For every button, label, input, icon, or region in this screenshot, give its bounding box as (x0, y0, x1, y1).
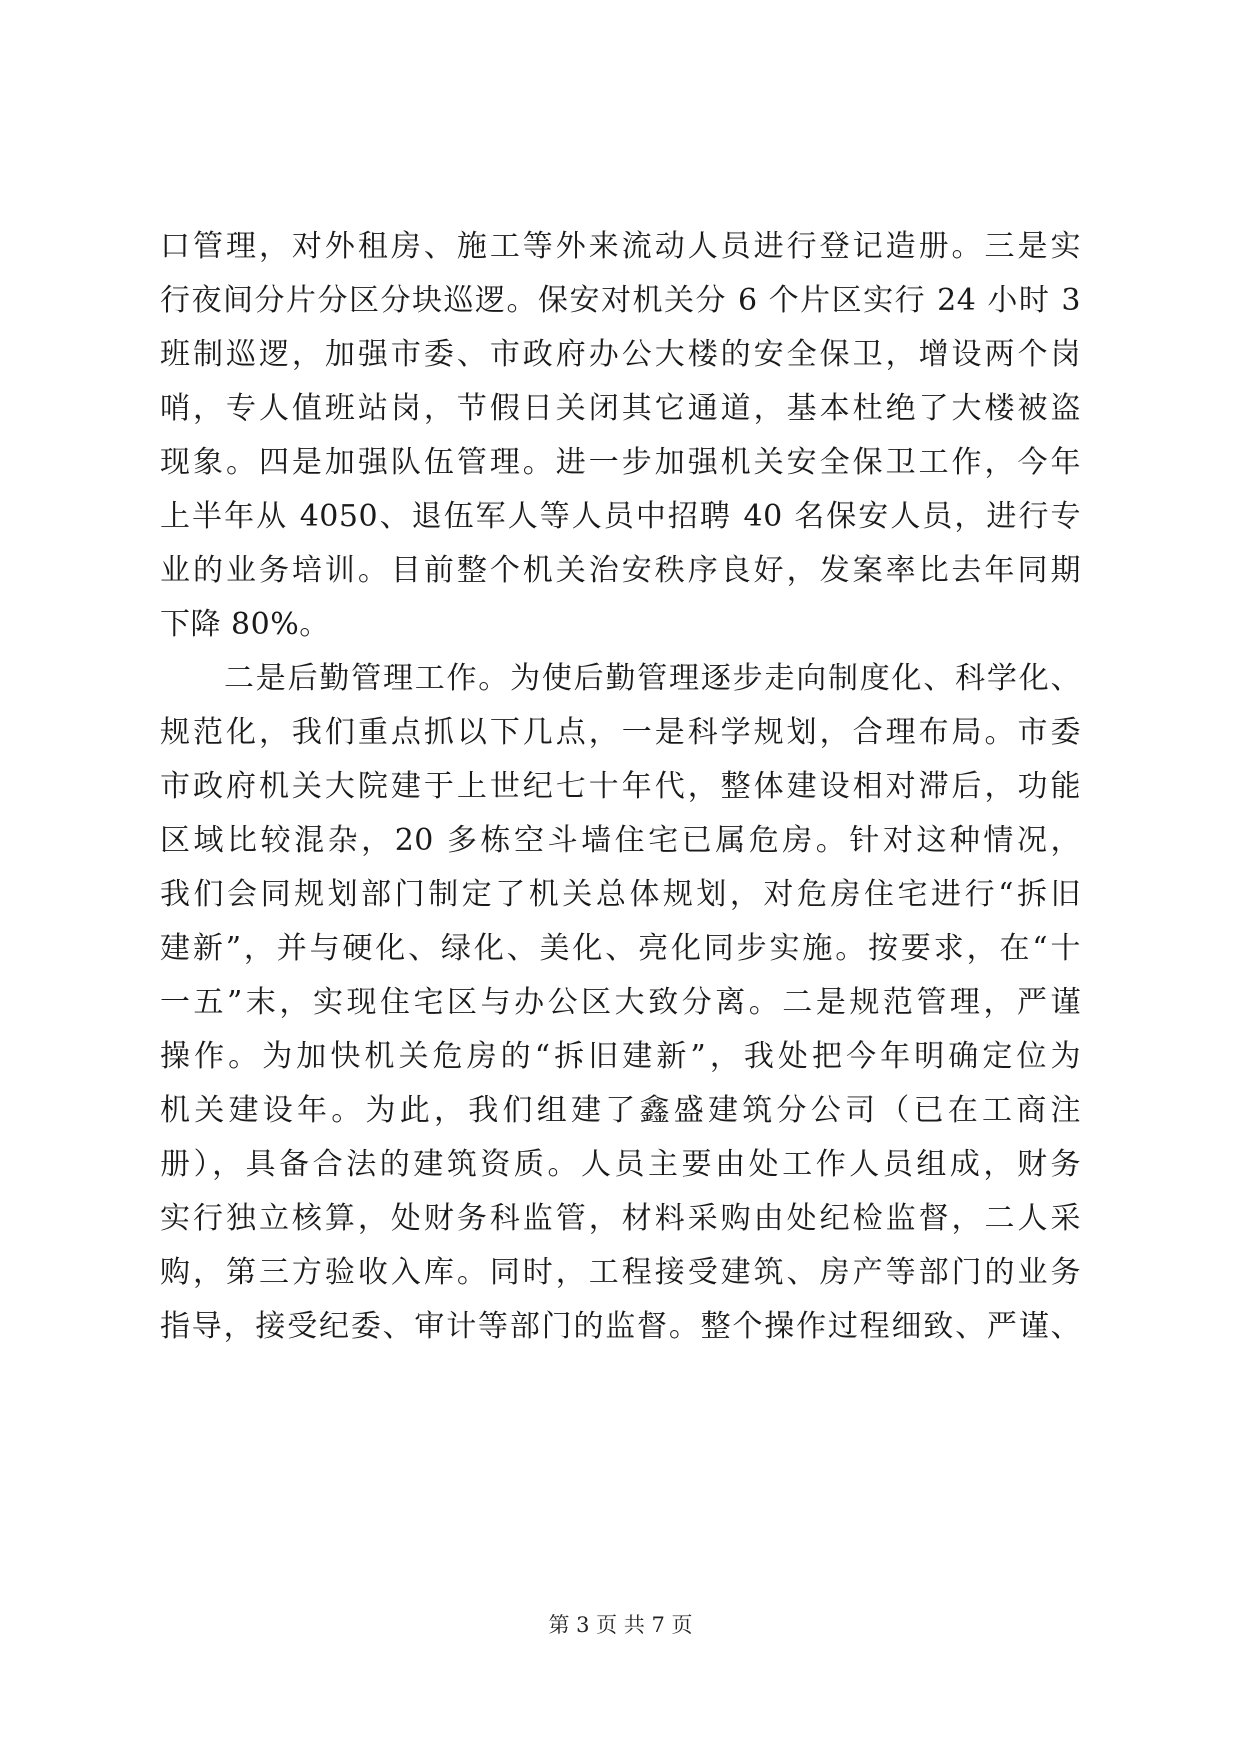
text-line: 市政府机关大院建于上世纪七十年代，整体建设相对滞后，功能 (160, 769, 1081, 804)
text-line: 下降 80%。 (160, 607, 330, 642)
text-line: 上半年从 4050、退伍军人等人员中招聘 40 名保安人员，进行专 (160, 499, 1081, 534)
text-line: 一五”末，实现住宅区与办公区大致分离。二是规范管理，严谨 (160, 985, 1081, 1020)
paragraph-first-line: 二是后勤管理工作。为使后勤管理逐步走向制度化、科学化、 (224, 661, 1081, 696)
text-line: 口管理，对外租房、施工等外来流动人员进行登记造册。三是实 (160, 229, 1081, 264)
text-line: 指导，接受纪委、审计等部门的监督。整个操作过程细致、严谨、 (160, 1309, 1081, 1344)
text-line: 购，第三方验收入库。同时，工程接受建筑、房产等部门的业务 (160, 1255, 1081, 1290)
text-line: 班制巡逻，加强市委、市政府办公大楼的安全保卫，增设两个岗 (160, 337, 1081, 372)
text-line: 实行独立核算，处财务科监管，材料采购由处纪检监督，二人采 (160, 1201, 1081, 1236)
text-line: 我们会同规划部门制定了机关总体规划，对危房住宅进行“拆旧 (160, 877, 1081, 912)
text-line: 规范化，我们重点抓以下几点，一是科学规划，合理布局。市委 (160, 715, 1081, 750)
text-line: 建新”，并与硬化、绿化、美化、亮化同步实施。按要求，在“十 (160, 931, 1081, 966)
page-number-footer: 第 3 页 共 7 页 (548, 1613, 693, 1637)
text-line: 现象。四是加强队伍管理。进一步加强机关安全保卫工作，今年 (160, 445, 1081, 480)
text-line: 哨，专人值班站岗，节假日关闭其它通道，基本杜绝了大楼被盗 (160, 391, 1081, 426)
body-text (160, 220, 1081, 1354)
text-line: 业的业务培训。目前整个机关治安秩序良好，发案率比去年同期 (160, 553, 1081, 588)
text-line: 册），具备合法的建筑资质。人员主要由处工作人员组成，财务 (160, 1147, 1081, 1182)
text-line: 操作。为加快机关危房的“拆旧建新”，我处把今年明确定位为 (160, 1039, 1081, 1074)
text-line: 区域比较混杂，20 多栋空斗墙住宅已属危房。针对这种情况， (160, 823, 1081, 858)
text-line: 行夜间分片分区分块巡逻。保安对机关分 6 个片区实行 24 小时 3 (160, 283, 1081, 318)
text-line: 机关建设年。为此，我们组建了鑫盛建筑分公司（已在工商注 (160, 1093, 1081, 1128)
